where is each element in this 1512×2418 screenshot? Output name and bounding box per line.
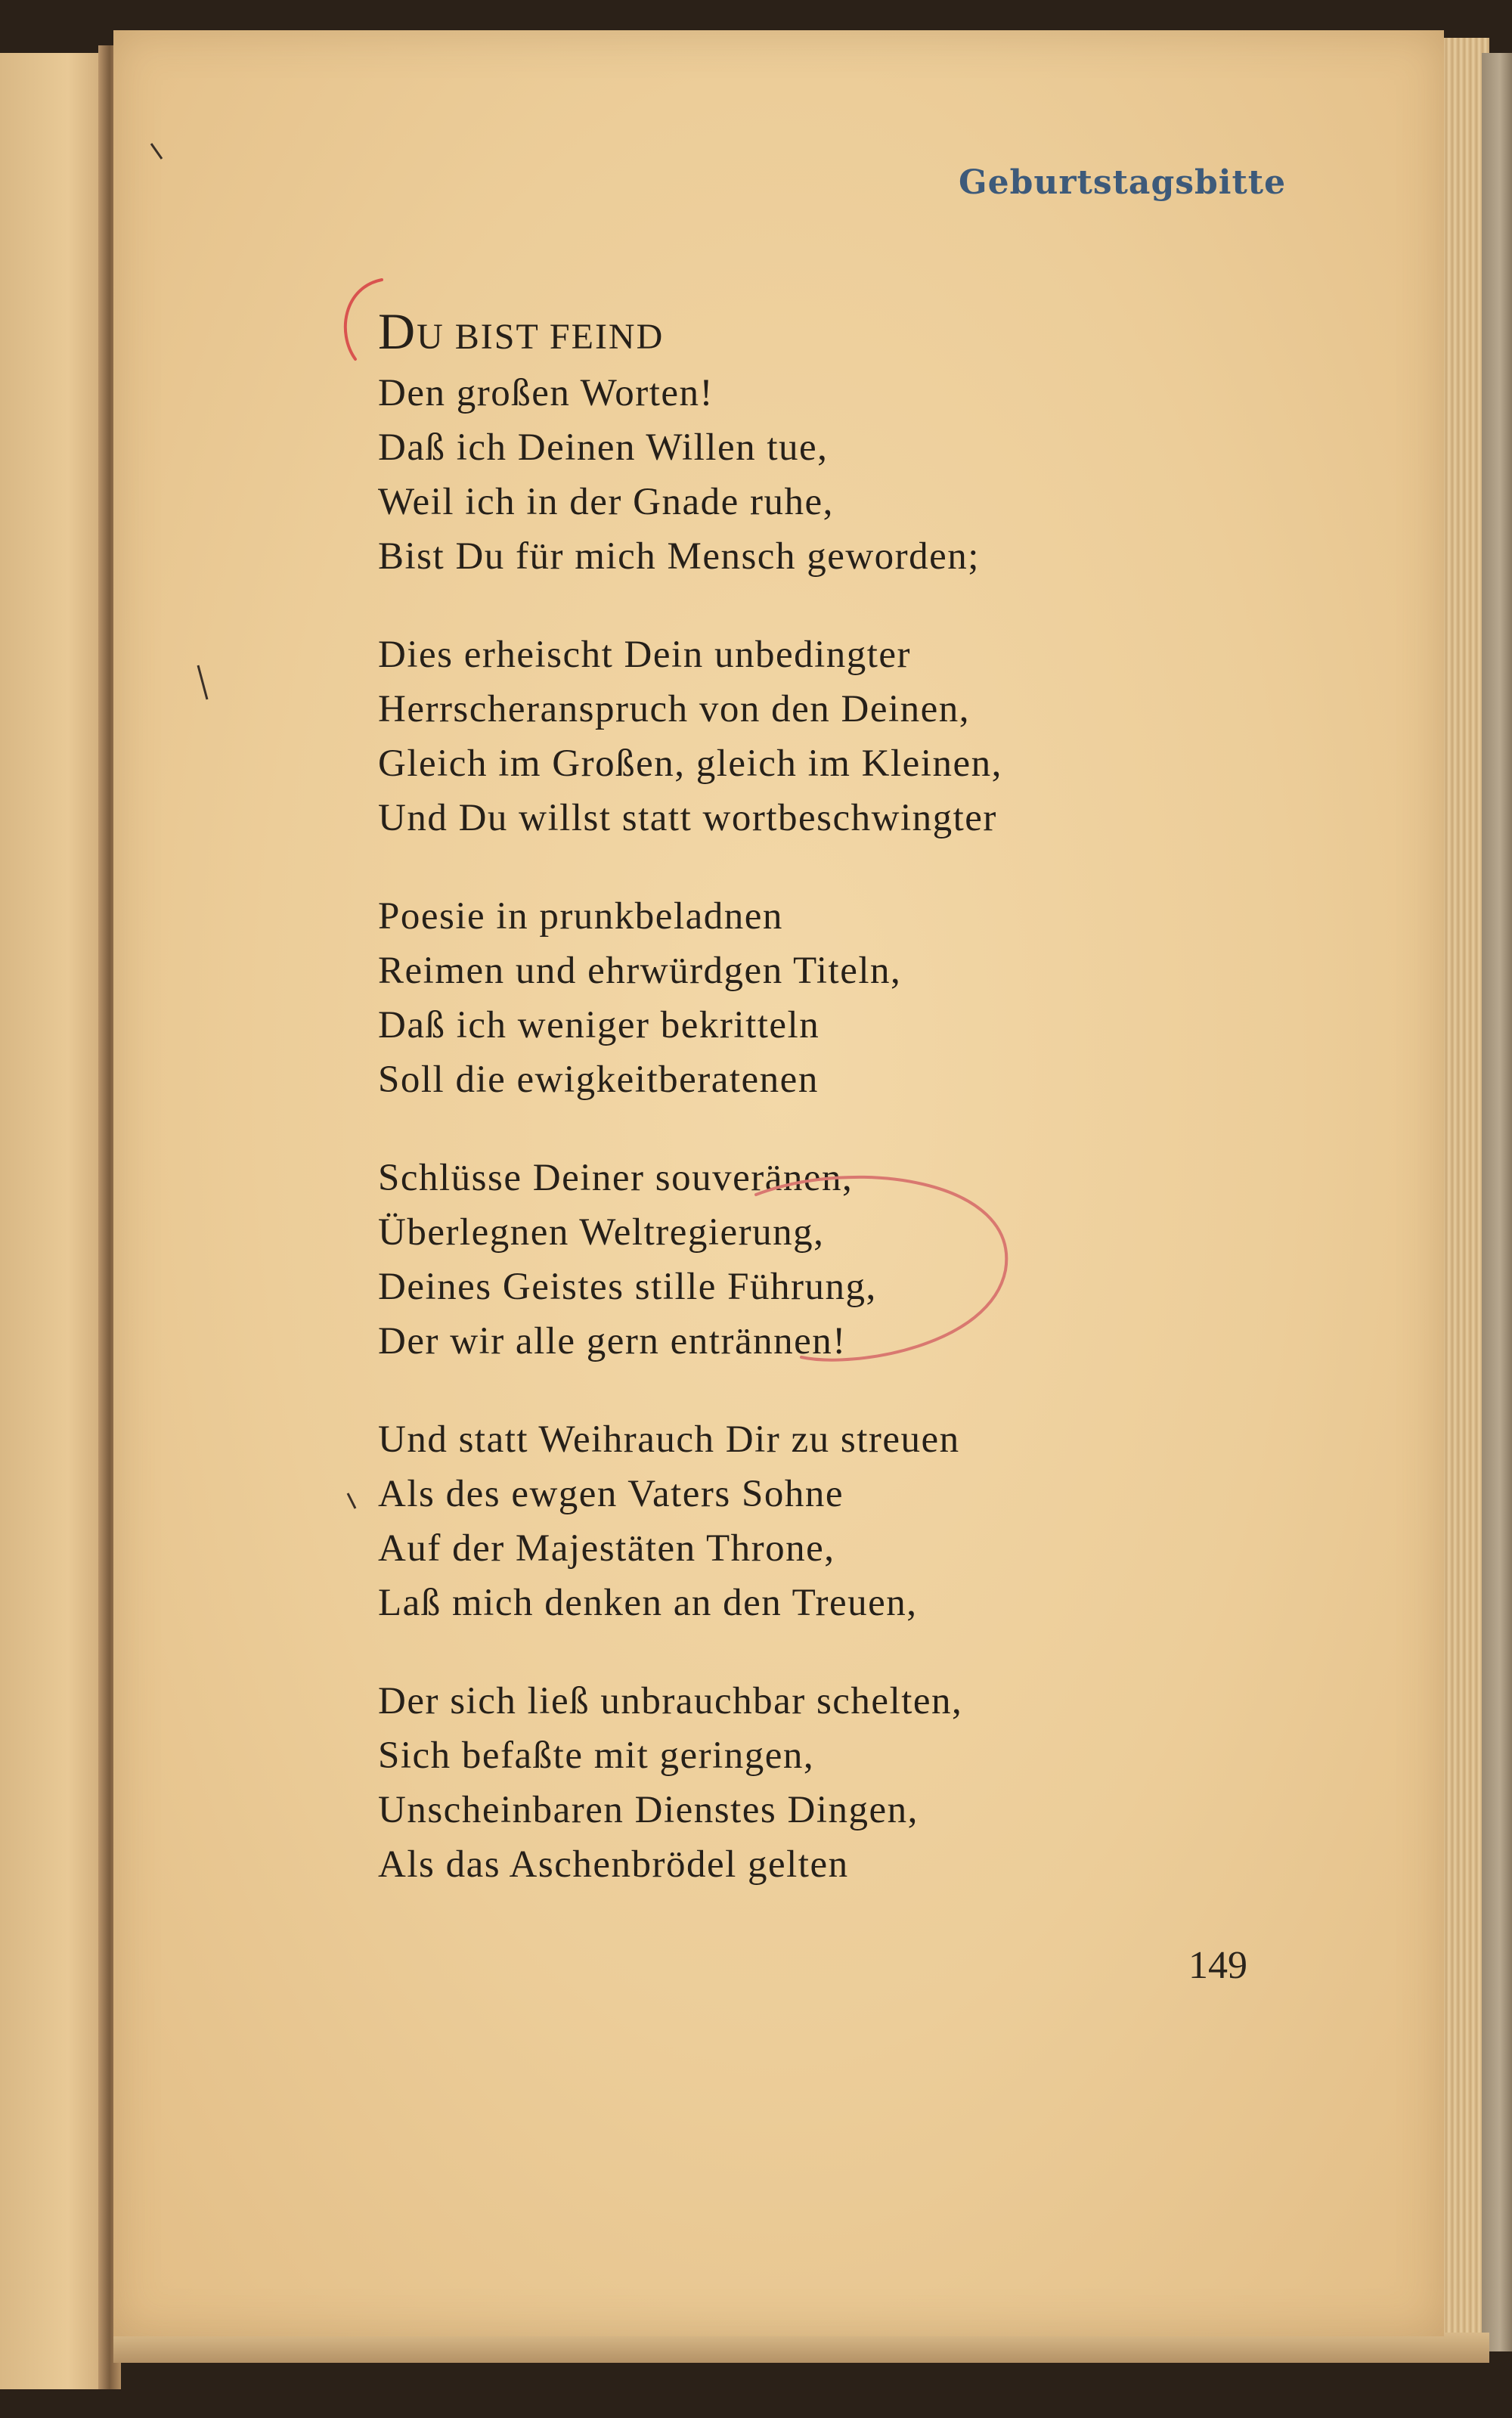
title-initial: D xyxy=(378,302,417,360)
poem-line: Laß mich denken an den Treuen, xyxy=(378,1582,918,1624)
poem-line: Den großen Worten! xyxy=(378,372,714,414)
poem-line: Schlüsse Deiner souveränen, xyxy=(378,1157,854,1199)
poem-title xyxy=(378,302,1210,366)
title-rest: U BIST FEIND xyxy=(417,317,665,357)
poem-line: Der wir alle gern entrännen! xyxy=(378,1320,847,1362)
poem-line: Auf der Majestäten Throne, xyxy=(378,1527,835,1570)
poem-line: Daß ich weniger bekritteln xyxy=(378,1004,820,1046)
page-number: 149 xyxy=(1188,1944,1247,1987)
stanza-6 xyxy=(378,1674,1210,1892)
cover-edge xyxy=(1482,53,1512,2351)
poem-line: Gleich im Großen, gleich im Kleinen, xyxy=(378,742,1002,785)
poem-line: Als das Aschenbrödel gelten xyxy=(378,1843,849,1886)
poem-line: Deines Geistes stille Führung, xyxy=(378,1266,877,1308)
poem-line: Und Du willst statt wortbeschwingter xyxy=(378,797,997,839)
stanza-1 xyxy=(378,366,1210,584)
left-page-edge xyxy=(0,53,113,2389)
poem-line: Und statt Weihrauch Dir zu streuen xyxy=(378,1418,960,1461)
poem-line: Bist Du für mich Mensch geworden; xyxy=(378,535,980,578)
poem-line: Herrscheranspruch von den Deinen, xyxy=(378,688,971,730)
bottom-page-edge xyxy=(113,2333,1489,2363)
poem-line: Daß ich Deinen Willen tue, xyxy=(378,426,829,469)
poem-line: Unscheinbaren Dienstes Dingen, xyxy=(378,1789,919,1831)
stanza-2 xyxy=(378,628,1210,845)
poem-line: Weil ich in der Gnade ruhe, xyxy=(378,481,834,523)
poem xyxy=(378,302,1210,1936)
poem-line: Soll die ewigkeitberatenen xyxy=(378,1059,819,1101)
poem-line: Sich befaßte mit geringen, xyxy=(378,1734,815,1777)
running-head: Geburtstagsbitte xyxy=(959,163,1287,202)
poem-line: Poesie in prunkbeladnen xyxy=(378,895,783,938)
poem-line: Als des ewgen Vaters Sohne xyxy=(378,1473,844,1515)
poem-line: Dies erheischt Dein unbedingter xyxy=(378,634,912,676)
stanza-5 xyxy=(378,1412,1210,1630)
stanza-3 xyxy=(378,889,1210,1107)
stanza-4 xyxy=(378,1151,1210,1369)
poem-line: Der sich ließ unbrauchbar schelten, xyxy=(378,1680,963,1722)
poem-line: Überlegnen Weltregierung, xyxy=(378,1211,825,1254)
poem-line: Reimen und ehrwürdgen Titeln, xyxy=(378,950,902,992)
